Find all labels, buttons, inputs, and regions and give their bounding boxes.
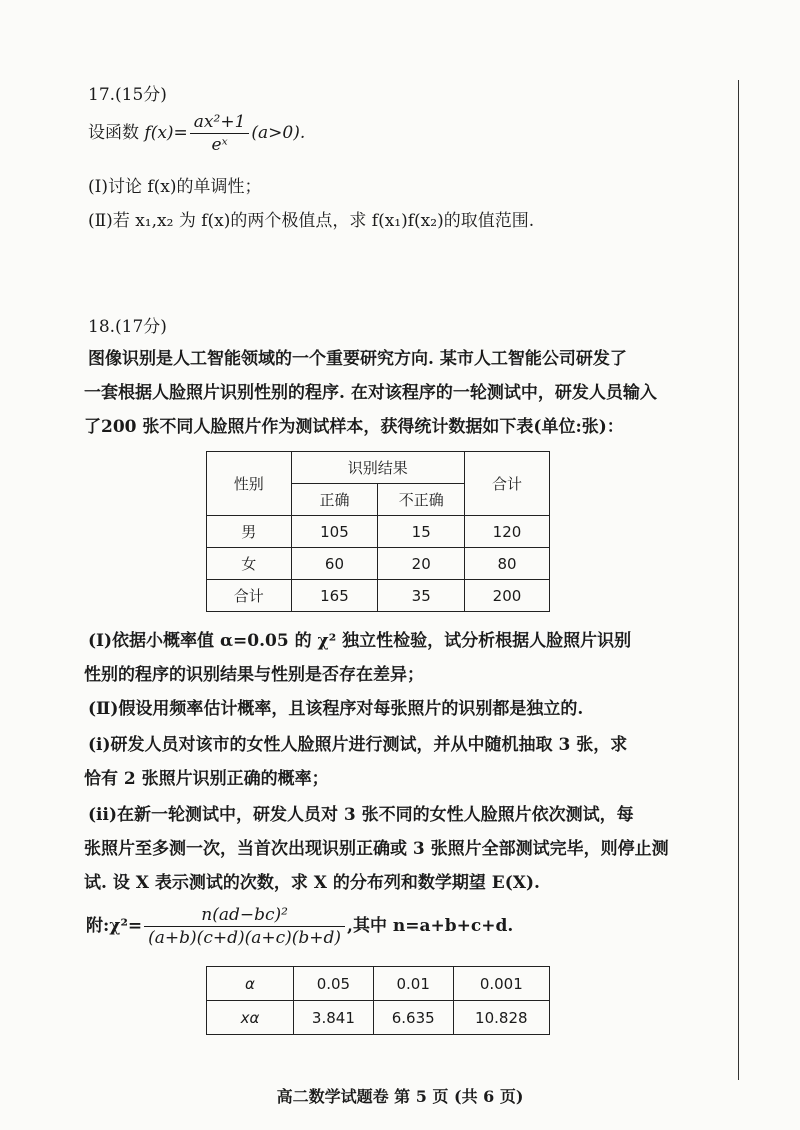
appendix-suffix: ,其中 n=a+b+c+d. xyxy=(347,916,514,936)
q17-frac-num: ax²+1 xyxy=(190,112,250,134)
cell-incorrect: 35 xyxy=(378,580,465,612)
crit-x-value: 3.841 xyxy=(294,1001,374,1035)
table-header-gender: 性别 xyxy=(207,452,292,516)
cell-incorrect: 15 xyxy=(378,516,465,548)
cell-correct: 105 xyxy=(291,516,378,548)
row-label: 男 xyxy=(207,516,292,548)
cell-correct: 60 xyxy=(291,548,378,580)
crit-x-value: 6.635 xyxy=(373,1001,453,1035)
q17-stem-prefix: 设函数 xyxy=(88,123,139,143)
q18-intro-line-3: 了200 张不同人脸照片作为测试样本，获得统计数据如下表(单位:张)： xyxy=(84,417,624,437)
cell-total: 80 xyxy=(464,548,549,580)
q18-intro-line-2: 一套根据人脸照片识别性别的程序. 在对该程序的一轮测试中，研发人员输入 xyxy=(84,383,657,403)
q17-condition: (a>0). xyxy=(251,123,306,143)
q18-appendix xyxy=(86,905,513,948)
q17-frac-den: eˣ xyxy=(211,135,228,155)
q17-fraction xyxy=(190,112,250,155)
table-header-result: 识别结果 xyxy=(291,452,464,484)
appendix-prefix: 附:χ²= xyxy=(86,916,143,936)
q17-part1: (Ⅰ)讨论 f(x)的单调性； xyxy=(88,177,262,197)
table-row xyxy=(207,580,550,612)
q17-stem xyxy=(88,112,305,155)
q18-sub2-line-3: 试. 设 X 表示测试的次数，求 X 的分布列和数学期望 E(X). xyxy=(84,873,540,893)
cell-incorrect: 20 xyxy=(378,548,465,580)
crit-alpha-value: 0.001 xyxy=(453,967,549,1001)
cell-correct: 165 xyxy=(291,580,378,612)
q18-data-table xyxy=(206,451,550,612)
chi-frac-den: (a+b)(c+d)(a+c)(b+d) xyxy=(148,928,342,948)
q18-sub2-line-2: 张照片至多测一次，当首次出现识别正确或 3 张照片全部测试完毕，则停止测 xyxy=(84,839,669,859)
table-header-correct: 正确 xyxy=(291,484,378,516)
crit-alpha-label: α xyxy=(207,967,294,1001)
q18-header: 18.(17分) xyxy=(88,317,167,337)
cell-total: 200 xyxy=(464,580,549,612)
q18-sub1-line-2: 恰有 2 张照片识别正确的概率； xyxy=(84,769,329,789)
q17-part2: (Ⅱ)若 x₁,x₂ 为 f(x)的两个极值点，求 f(x₁)f(x₂)的取值范围. xyxy=(88,211,535,231)
chi-frac-num: n(ad−bc)² xyxy=(144,905,345,927)
q18-part1-line-2: 性别的程序的识别结果与性别是否存在差异； xyxy=(84,665,424,685)
page-footer: 高二数学试题卷 第 5 页 (共 6 页) xyxy=(276,1087,524,1106)
table-row xyxy=(207,516,550,548)
crit-alpha-value: 0.01 xyxy=(373,967,453,1001)
cell-total: 120 xyxy=(464,516,549,548)
table-header-incorrect: 不正确 xyxy=(378,484,465,516)
chi-square-fraction xyxy=(144,905,345,948)
q18-part1-line-1: (Ⅰ)依据小概率值 α=0.05 的 χ² 独立性检验，试分析根据人脸照片识别 xyxy=(88,631,632,651)
q18-part2: (Ⅱ)假设用频率估计概率，且该程序对每张照片的识别都是独立的. xyxy=(88,699,584,719)
margin-rule xyxy=(738,80,739,1080)
q17-header: 17.(15分) xyxy=(88,85,167,105)
row-label: 女 xyxy=(207,548,292,580)
crit-x-value: 10.828 xyxy=(453,1001,549,1035)
q18-sub2-line-1: (ⅱ)在新一轮测试中，研发人员对 3 张不同的女性人脸照片依次测试，每 xyxy=(88,805,634,825)
table-header-total: 合计 xyxy=(464,452,549,516)
q18-intro-line-1: 图像识别是人工智能领域的一个重要研究方向. 某市人工智能公司研发了 xyxy=(88,349,627,369)
q18-sub1-line-1: (ⅰ)研发人员对该市的女性人脸照片进行测试，并从中随机抽取 3 张，求 xyxy=(88,735,628,755)
crit-x-label: xα xyxy=(207,1001,294,1035)
critical-value-table xyxy=(206,966,550,1035)
crit-alpha-value: 0.05 xyxy=(294,967,374,1001)
table-row xyxy=(207,548,550,580)
row-label: 合计 xyxy=(207,580,292,612)
q17-func-lhs: f(x)= xyxy=(144,123,188,143)
